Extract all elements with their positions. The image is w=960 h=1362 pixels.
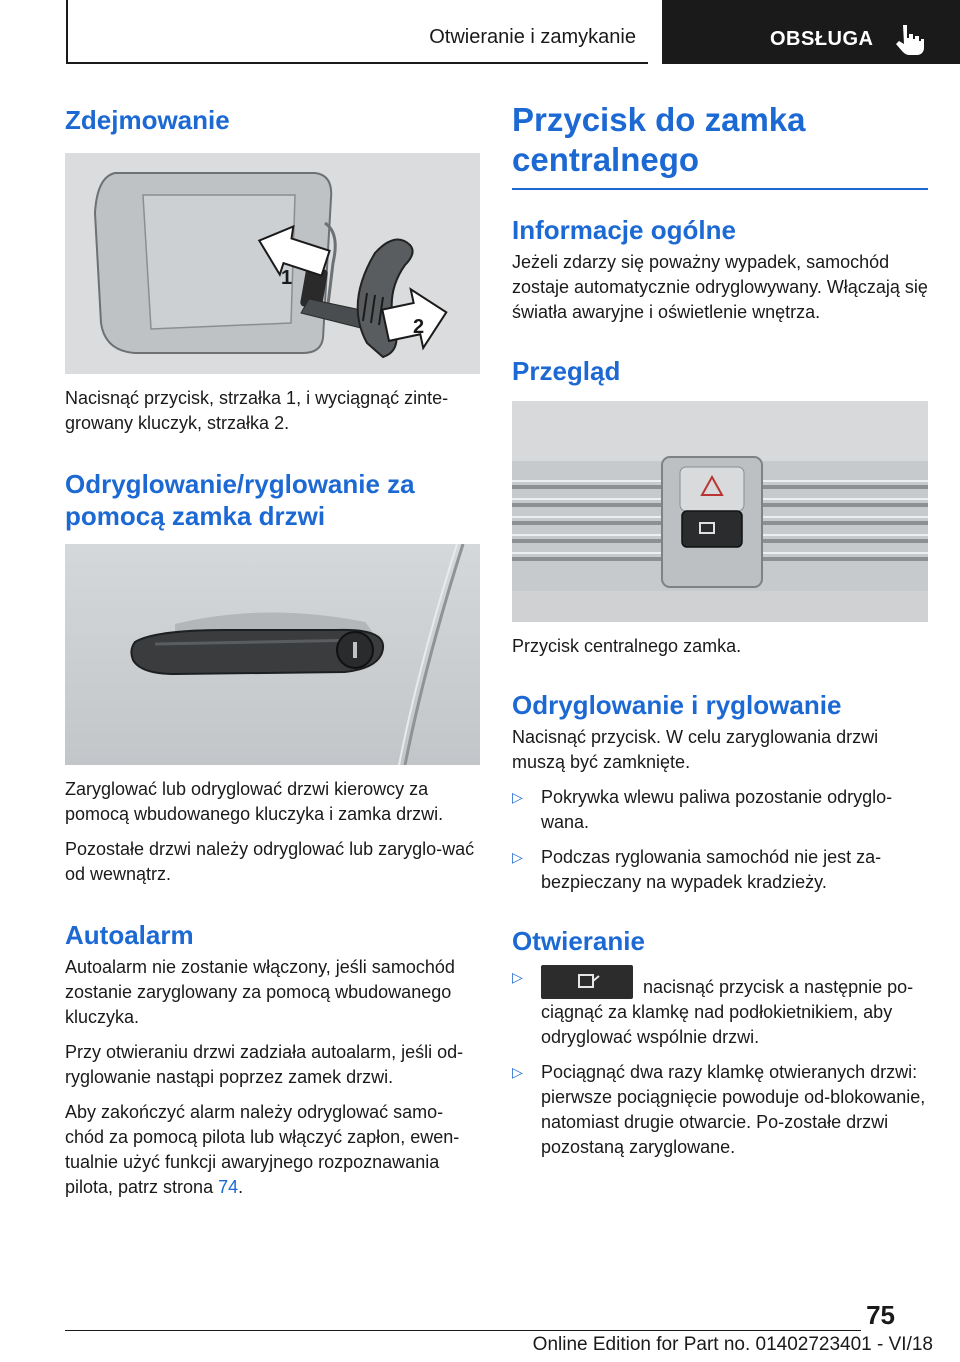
bullet-list-unlock xyxy=(512,785,928,895)
heading-rule xyxy=(512,188,928,190)
footer-rule xyxy=(65,1330,861,1331)
paragraph-door-lock-2: Pozostałe drzwi należy odryglować lub zaryglo‐wać od wewnątrz. xyxy=(65,839,475,884)
figure-central-lock-button xyxy=(512,401,928,622)
list-item-text: Pociągnąć dwa razy klamkę otwieranych drzwi: pierwsze pociągnięcie powoduje od‐blokowanie, natomiast drugie otwarcie. Po‐zostałe drzwi pozostaną zaryglowane. xyxy=(541,1062,926,1157)
left-column xyxy=(65,100,480,1200)
list-item-text: Podczas ryglowania samochód nie jest za‐bezpieczany na wypadek kradzieży. xyxy=(541,847,882,892)
bullet-list-opening xyxy=(512,965,928,1160)
footer-edition: Online Edition for Part no. 01402723401 - VI/18 xyxy=(532,1334,933,1355)
heading-general-info: Informacje ogólne xyxy=(512,215,736,245)
list-item xyxy=(512,1060,928,1160)
paragraph-alarm-3-end: . xyxy=(238,1177,244,1197)
header-rule-horizontal xyxy=(66,62,648,64)
list-item-text: nacisnąć przycisk a następnie po‐ciągnąć za klamkę nad podłokietnikiem, aby odryglować wspólnie drzwi. xyxy=(541,977,914,1047)
triangle-bullet-icon: ▷ xyxy=(512,1064,523,1080)
page-number: 75 xyxy=(866,1300,895,1330)
heading-unlock-lock: Odryglowanie i ryglowanie xyxy=(512,690,842,720)
triangle-bullet-icon: ▷ xyxy=(512,789,523,805)
central-lock-button-icon xyxy=(541,965,633,999)
paragraph-alarm-2: Przy otwieraniu drzwi zadziała autoalarm, jeśli od‐ryglowanie nastąpi poprzez zamek drzwi. xyxy=(65,1042,464,1087)
figure-label-1: 1 xyxy=(281,267,293,289)
paragraph-unlock-lock: Nacisnąć przycisk. W celu zaryglowania drzwi muszą być zamknięte. xyxy=(512,727,879,772)
heading-opening: Otwieranie xyxy=(512,926,645,956)
caption-removal: Nacisnąć przycisk, strzałka 1, i wyciągnąć zinte‐growany kluczyk, strzałka 2. xyxy=(65,388,449,433)
pointing-hand-icon xyxy=(892,22,926,56)
central-lock-illustration xyxy=(512,401,928,622)
caption-central-lock: Przycisk centralnego zamka. xyxy=(512,636,742,656)
key-removal-illustration xyxy=(65,153,480,374)
heading-removal: Zdejmowanie xyxy=(65,105,230,135)
paragraph-alarm-3-text: Aby zakończyć alarm należy odryglować samo‐chód za pomocą pilota lub włączyć zapłon, ewen‐tualnie użyć funkcji awaryjnego rozpoznawania pilota, patrz strona xyxy=(65,1102,460,1197)
page-reference-link[interactable]: 74 xyxy=(218,1177,239,1197)
heading-door-lock: Odryglowanie/ryglowanie za pomocą zamka drzwi xyxy=(65,469,415,531)
heading-overview: Przegląd xyxy=(512,356,621,386)
paragraph-alarm-3 xyxy=(65,1100,480,1200)
triangle-bullet-icon: ▷ xyxy=(512,969,523,985)
figure-door-handle xyxy=(65,544,480,765)
paragraph-alarm-1: Autoalarm nie zostanie włączony, jeśli samochód zostanie zaryglowany za pomocą wbudowanego kluczyka. xyxy=(65,957,455,1027)
right-column xyxy=(512,100,928,1160)
heading-central-lock: Przycisk do zamka centralnego xyxy=(512,101,806,178)
figure-key-removal xyxy=(65,153,480,374)
list-item-text: Pokrywka wlewu paliwa pozostanie odryglo‐wana. xyxy=(541,787,893,832)
chapter-tab-label: OBSŁUGA xyxy=(770,28,874,50)
list-item xyxy=(512,845,928,895)
heading-alarm: Autoalarm xyxy=(65,920,194,950)
header-section-title: Otwieranie i zamykanie xyxy=(429,26,636,48)
paragraph-door-lock-1: Zaryglować lub odryglować drzwi kierowcy za pomocą wbudowanego kluczyka i zamka drzwi. xyxy=(65,779,444,824)
paragraph-general-info: Jeżeli zdarzy się poważny wypadek, samochód zostaje automatycznie odryglowywany. Włączają się światła awaryjne i oświetlenie wnętrza. xyxy=(512,252,928,322)
door-handle-illustration xyxy=(65,544,480,765)
triangle-bullet-icon: ▷ xyxy=(512,849,523,865)
list-item xyxy=(512,965,928,1050)
figure-label-2: 2 xyxy=(413,316,425,338)
list-item xyxy=(512,785,928,835)
